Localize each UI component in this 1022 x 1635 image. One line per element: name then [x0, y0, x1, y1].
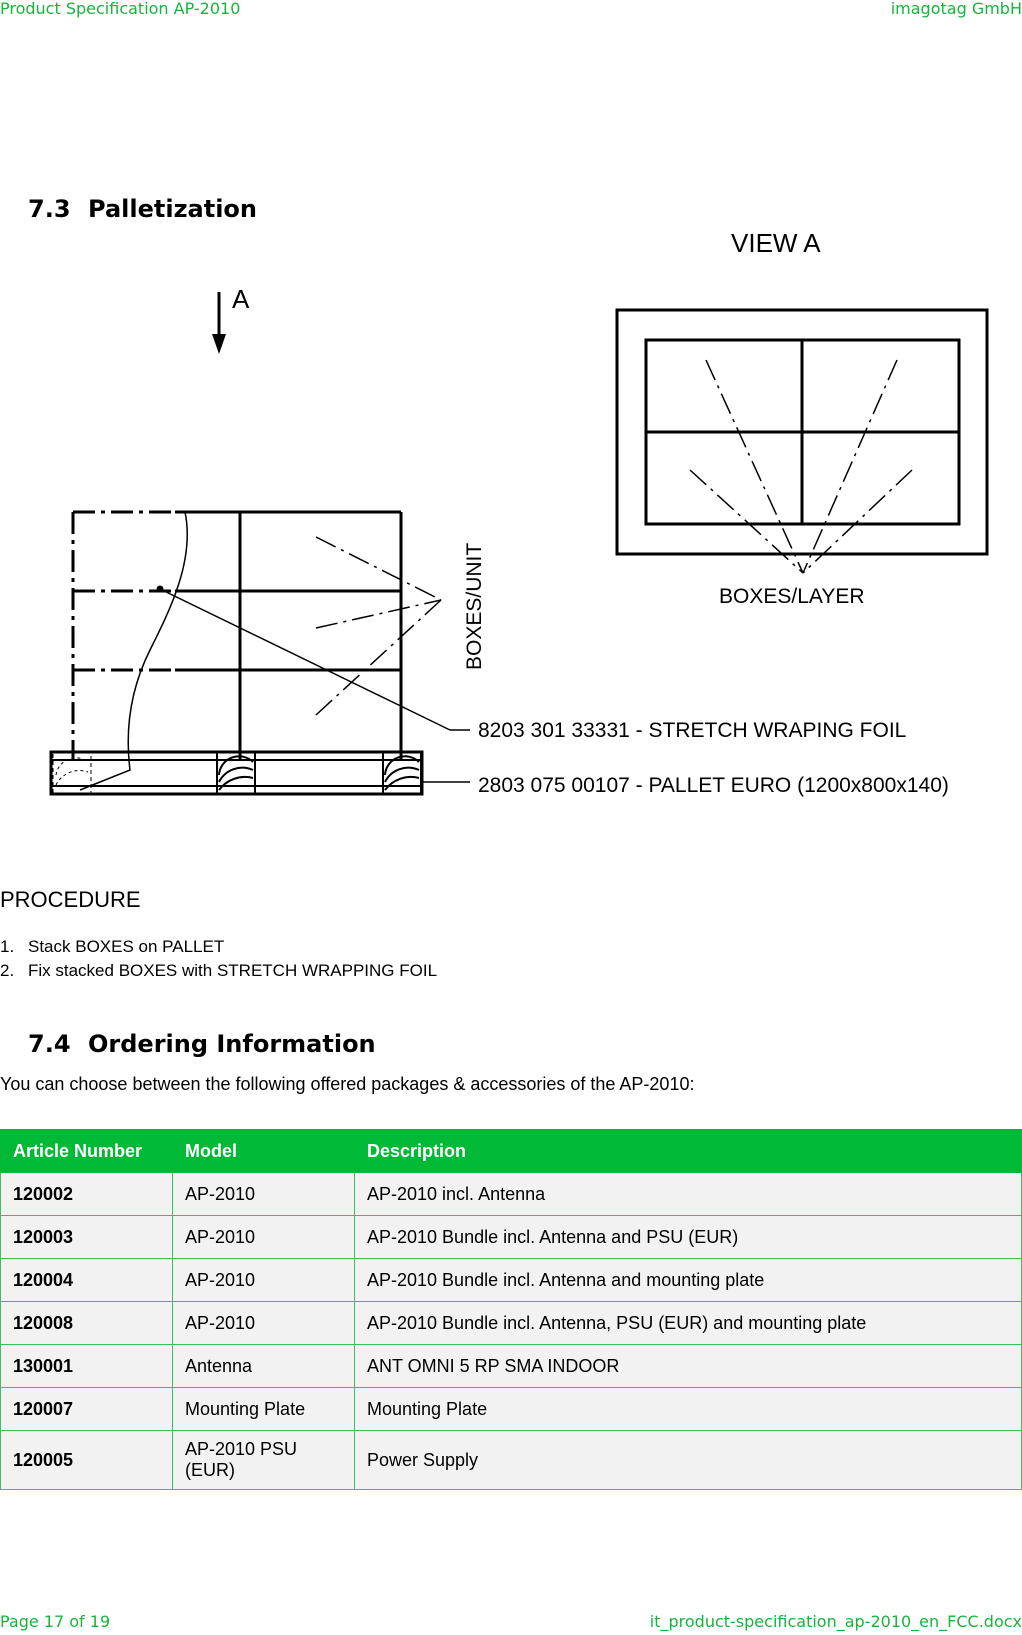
article-number: 120007	[1, 1388, 173, 1431]
article-number: 120005	[1, 1431, 173, 1490]
procedure-title: PROCEDURE	[0, 887, 141, 912]
description: AP-2010 Bundle incl. Antenna and PSU (EUR)	[355, 1216, 1022, 1259]
article-number: 120002	[1, 1173, 173, 1216]
model: AP-2010	[173, 1259, 355, 1302]
article-number: 120003	[1, 1216, 173, 1259]
description: AP-2010 incl. Antenna	[355, 1173, 1022, 1216]
section-number: 7.4	[28, 1030, 71, 1058]
table-row	[1, 1216, 1022, 1259]
description: Power Supply	[355, 1431, 1022, 1490]
description: Mounting Plate	[355, 1388, 1022, 1431]
article-number: 120008	[1, 1302, 173, 1345]
ordering-table	[0, 1129, 1022, 1490]
column-header: Article Number	[1, 1130, 173, 1173]
column-header: Description	[355, 1130, 1022, 1173]
model: Antenna	[173, 1345, 355, 1388]
table-row	[1, 1431, 1022, 1490]
footer-page-number: Page 17 of 19	[0, 1612, 111, 1631]
list-item: 2. Fix stacked BOXES with STRETCH WRAPPING FOIL	[0, 961, 438, 980]
table-row	[1, 1259, 1022, 1302]
description: ANT OMNI 5 RP SMA INDOOR	[355, 1345, 1022, 1388]
description: AP-2010 Bundle incl. Antenna, PSU (EUR) and mounting plate	[355, 1302, 1022, 1345]
pallet-label: 2803 075 00107 - PALLET EURO (1200x800x140)	[478, 774, 949, 797]
boxes-unit-label: BOXES/UNIT	[463, 542, 486, 670]
model: Mounting Plate	[173, 1388, 355, 1431]
palletization-drawing	[0, 230, 1022, 830]
pallet	[51, 752, 422, 794]
description: AP-2010 Bundle incl. Antenna and mounting plate	[355, 1259, 1022, 1302]
section-number: 7.3	[28, 195, 71, 223]
section-heading-palletization	[28, 195, 257, 223]
section-heading-ordering	[28, 1030, 376, 1058]
procedure-steps	[0, 935, 437, 983]
boxes-layer-label: BOXES/LAYER	[719, 585, 865, 608]
table-row	[1, 1173, 1022, 1216]
model: AP-2010	[173, 1173, 355, 1216]
article-number: 120004	[1, 1259, 173, 1302]
list-item: 1. Stack BOXES on PALLET	[0, 937, 225, 956]
arrow-a-label: A	[232, 284, 250, 314]
header-company: imagotag GmbH	[890, 0, 1022, 18]
model: AP-2010 PSU (EUR)	[173, 1431, 355, 1490]
view-a-label: VIEW A	[731, 230, 821, 258]
model: AP-2010	[173, 1216, 355, 1259]
header-doc-title: Product Specification AP-2010	[0, 0, 241, 18]
model: AP-2010	[173, 1302, 355, 1345]
table-row	[1, 1302, 1022, 1345]
section-title: Ordering Information	[88, 1030, 376, 1058]
table-row	[1, 1388, 1022, 1431]
column-header: Model	[173, 1130, 355, 1173]
arrow-a-head	[212, 334, 226, 354]
footer-filename: it_product-specification_ap-2010_en_FCC.docx	[649, 1612, 1022, 1631]
section-title: Palletization	[88, 195, 258, 223]
table-header-row	[1, 1130, 1022, 1173]
article-number: 130001	[1, 1345, 173, 1388]
intro-paragraph: You can choose between the following offered packages & accessories of the AP-2010:	[0, 1074, 695, 1094]
foil-label: 8203 301 33331 - STRETCH WRAPING FOIL	[478, 719, 907, 742]
table-row	[1, 1345, 1022, 1388]
